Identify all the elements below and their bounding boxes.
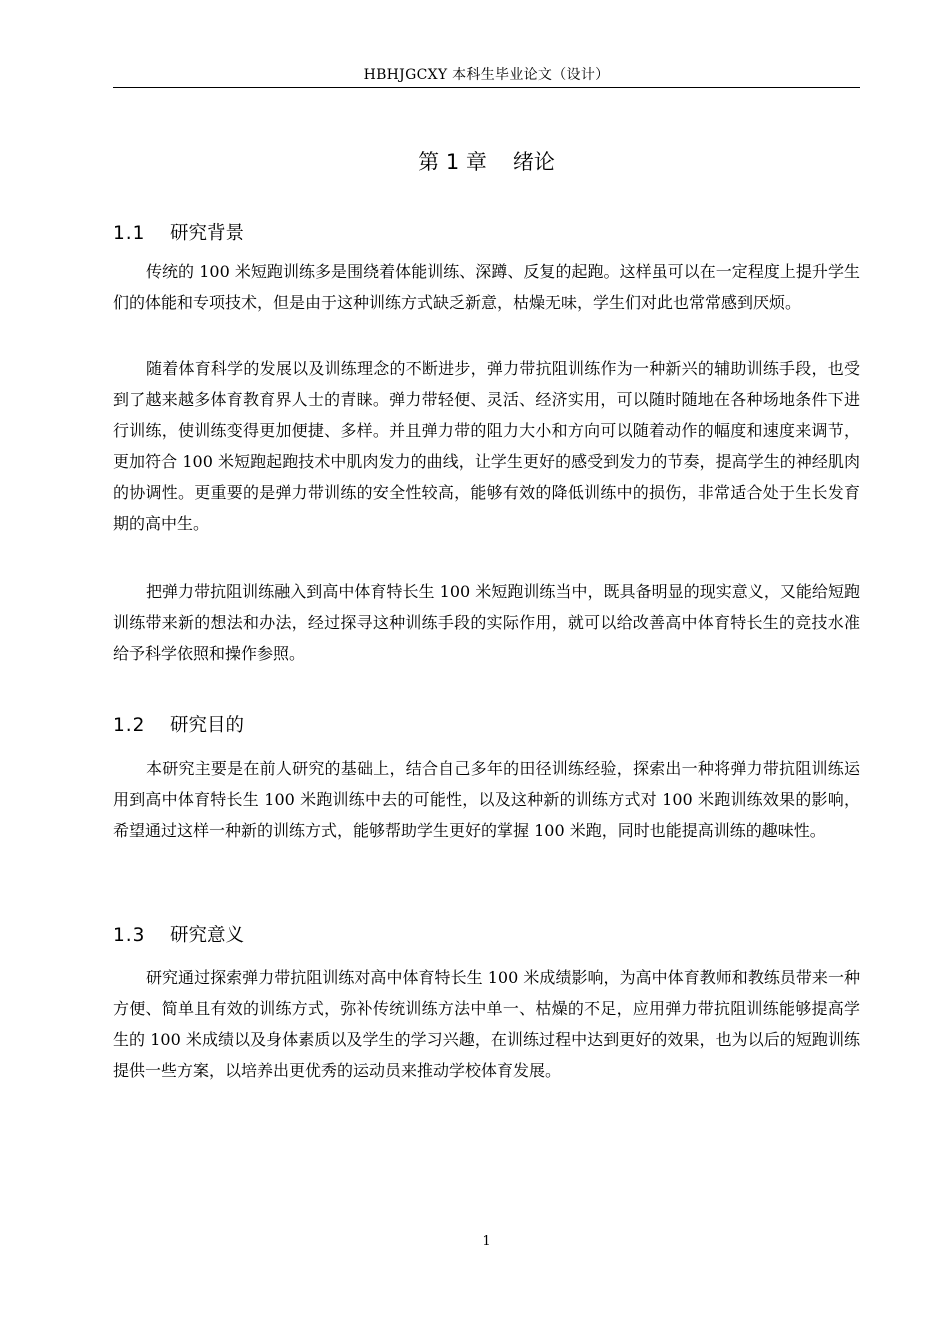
header-divider bbox=[113, 87, 860, 88]
section-title: 研究目的 bbox=[170, 715, 245, 736]
chapter-name: 绪论 bbox=[512, 150, 555, 174]
paragraph-background-1: 传统的 100 米短跑训练多是围绕着体能训练、深蹲、反复的起跑。这样虽可以在一定程度上提升学生们的体能和专项技术，但是由于这种训练方式缺乏新意，枯燥无味，学生们对此也常常感到厌烦。 bbox=[113, 262, 860, 312]
chapter-title bbox=[113, 147, 860, 177]
section-title: 研究意义 bbox=[170, 925, 245, 946]
paragraph-significance-1: 研究通过探索弹力带抗阻训练对高中体育特长生 100 米成绩影响，为高中体育教师和教练员带来一种方便、简单且有效的训练方式，弥补传统训练方法中单一、枯燥的不足，应用弹力带抗阻训练能够提高学生的 100 米成绩以及身体素质以及学生的学习兴趣，在训练过程中达到更好的效果，也为以后的短跑训练提供一些方案，以培养出更优秀的运动员来推动学校体育发展。 bbox=[113, 968, 860, 1080]
section-heading-1-2 bbox=[113, 712, 860, 740]
section-heading-1-3 bbox=[113, 922, 860, 950]
section-number: 1.2 bbox=[113, 715, 146, 736]
section-number: 1.1 bbox=[113, 223, 146, 244]
section-heading-1-1 bbox=[113, 220, 860, 248]
paragraph-background-3: 把弹力带抗阻训练融入到高中体育特长生 100 米短跑训练当中，既具备明显的现实意义，又能给短跑训练带来新的想法和办法，经过探寻这种训练手段的实际作用，就可以给改善高中体育特长生的竞技水准给予科学依照和操作参照。 bbox=[113, 582, 860, 663]
section-number: 1.3 bbox=[113, 925, 146, 946]
chapter-number: 第 1 章 bbox=[418, 150, 487, 174]
paragraph-background-2: 随着体育科学的发展以及训练理念的不断进步，弹力带抗阻训练作为一种新兴的辅助训练手段，也受到了越来越多体育教育界人士的青睐。弹力带轻便、灵活、经济实用，可以随时随地在各种场地条件下进行训练，使训练变得更加便捷、多样。并且弹力带的阻力大小和方向可以随着动作的幅度和速度来调节，更加符合 100 米短跑起跑技术中肌肉发力的曲线，让学生更好的感受到发力的节奏，提高学生的神经肌肉的协调性。更重要的是弹力带训练的安全性较高，能够有效的降低训练中的损伤，非常适合处于生长发育期的高中生。 bbox=[113, 359, 860, 533]
section-title: 研究背景 bbox=[170, 223, 245, 244]
page-number: 1 bbox=[482, 1234, 491, 1249]
running-header: HBHJGCXY 本科生毕业论文（设计） bbox=[363, 67, 610, 83]
paragraph-purpose-1: 本研究主要是在前人研究的基础上，结合自己多年的田径训练经验，探索出一种将弹力带抗阻训练运用到高中体育特长生 100 米跑训练中去的可能性，以及这种新的训练方式对 100 米跑训练效果的影响，希望通过这样一种新的训练方式，能够帮助学生更好的掌握 100 米跑，同时也能提高训练的趣味性。 bbox=[113, 759, 860, 840]
